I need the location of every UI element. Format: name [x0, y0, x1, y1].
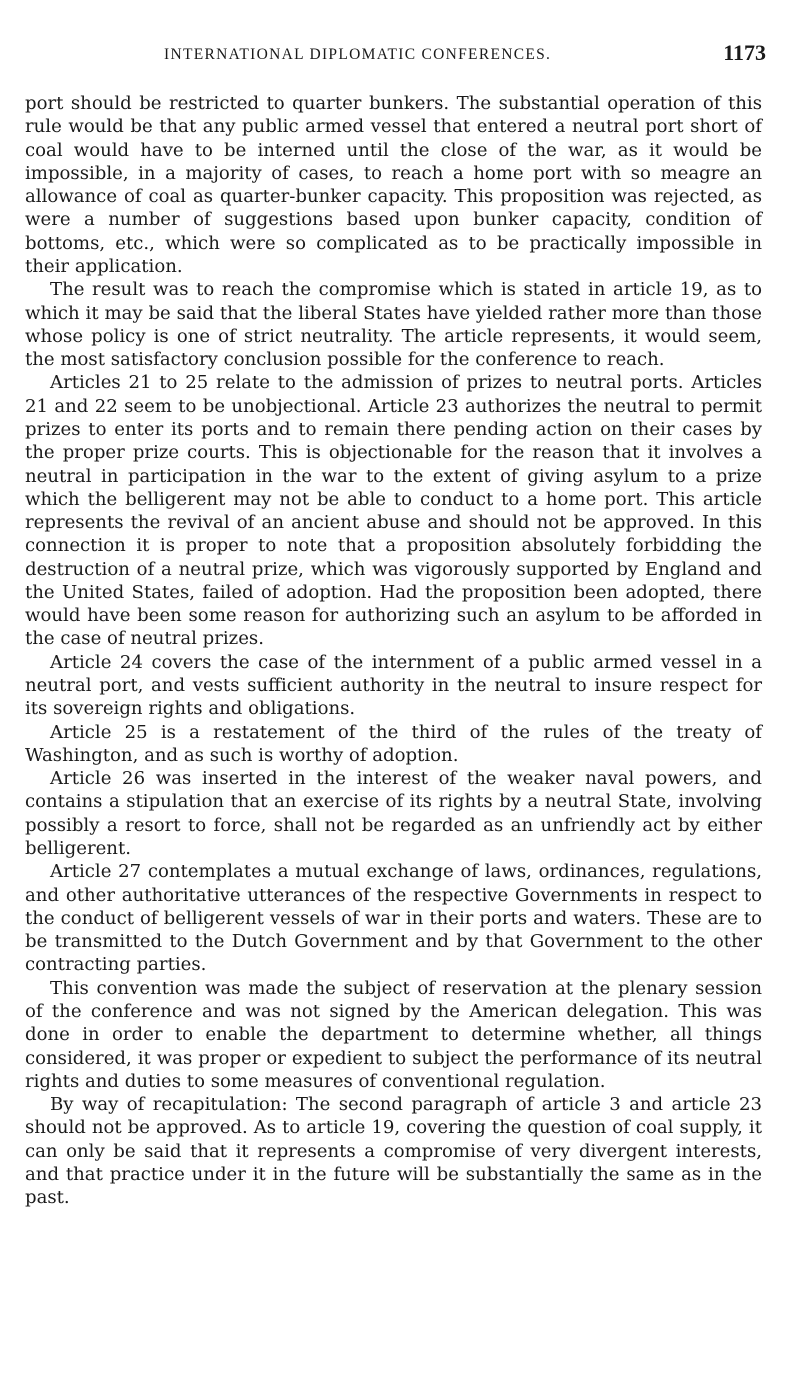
running-title: INTERNATIONAL DIPLOMATIC CONFERENCES. — [164, 46, 552, 63]
paragraph-article-19: The result was to reach the compromise which is stated in article 19, as to which it may be said that the liberal States have yielded rather more than those whose policy is one of strict neutrality. The article represents, it would seem, the most satisfactory conclusion possible for the conference to reach. — [25, 279, 762, 371]
paragraph-coal-bunkers: port should be restricted to quarter bunkers. The substantial operation of this rule would be that any public armed vessel that entered a neutral port short of coal would have to be interned until the close of the war, as it would be impossible, in a majority of cases, to reach a home port with so meagre an allowance of coal as quarter-bunker capacity. This proposition was rejected, as were a number of suggestions based upon bunker capacity, condition of bottoms, etc., which were so complicated as to be practically impossible in their application. — [25, 93, 762, 277]
paragraph-articles-21-25: Articles 21 to 25 relate to the admission of prizes to neutral ports. Articles 21 and 22 seem to be unobjectional. Article 23 authorizes the neutral to permit prizes to enter its ports and to remain there pending action on their cases by the proper prize courts. This is objectionable for the reason that it involves a neutral in participation in the war to the extent of giving asylum to a prize which the belligerent may not be able to conduct to a home port. This article represents the revival of an ancient abuse and should not be approved. In this connection it is proper to note that a proposition absolutely forbidding the destruction of a neutral prize, which was vigorously supported by England and the United States, failed of adoption. Had the proposition been adopted, there would have been some reason for authorizing such an asylum to be afforded in the case of neutral prizes. — [25, 372, 762, 650]
paragraph-article-26: Article 26 was inserted in the interest of the weaker naval powers, and contains a stipulation that an exercise of its rights by a neutral State, involving possibly a resort to force, shall not be regarded as an unfriendly act by either belligerent. — [25, 768, 762, 859]
paragraph-article-27: Article 27 contemplates a mutual exchange of laws, ordinances, regulations, and other authoritative utterances of the respective Governments in respect to the conduct of belligerent vessels of war in their ports and waters. These are to be transmitted to the Dutch Government and by that Government to the other contracting parties. — [25, 861, 762, 976]
paragraph-reservation: This convention was made the subject of reservation at the plenary session of the conference and was not signed by the American delegation. This was done in order to enable the department to determine whether, all things considered, it was proper or expedient to subject the performance of its neutral rights and duties to some measures of conventional regulation. — [25, 977, 762, 1092]
paragraph-article-25: Article 25 is a restatement of the third of the rules of the treaty of Washington, and as such is worthy of adoption. — [25, 721, 762, 766]
paragraph-recapitulation: By way of recapitulation: The second paragraph of article 3 and article 23 should not be approved. As to article 19, covering the question of coal supply, it can only be said that it represents a compromise of very divergent interests, and that practice under it in the future will be substantially the same as in the past. — [25, 1094, 762, 1209]
page-number: 1173 — [723, 40, 766, 65]
paragraph-article-24: Article 24 covers the case of the internment of a public armed vessel in a neutral port, and vests sufficient authority in the neutral to insure respect for its sovereign rights and obligations. — [25, 651, 762, 720]
body-text — [25, 92, 762, 1210]
running-head — [24, 40, 766, 70]
